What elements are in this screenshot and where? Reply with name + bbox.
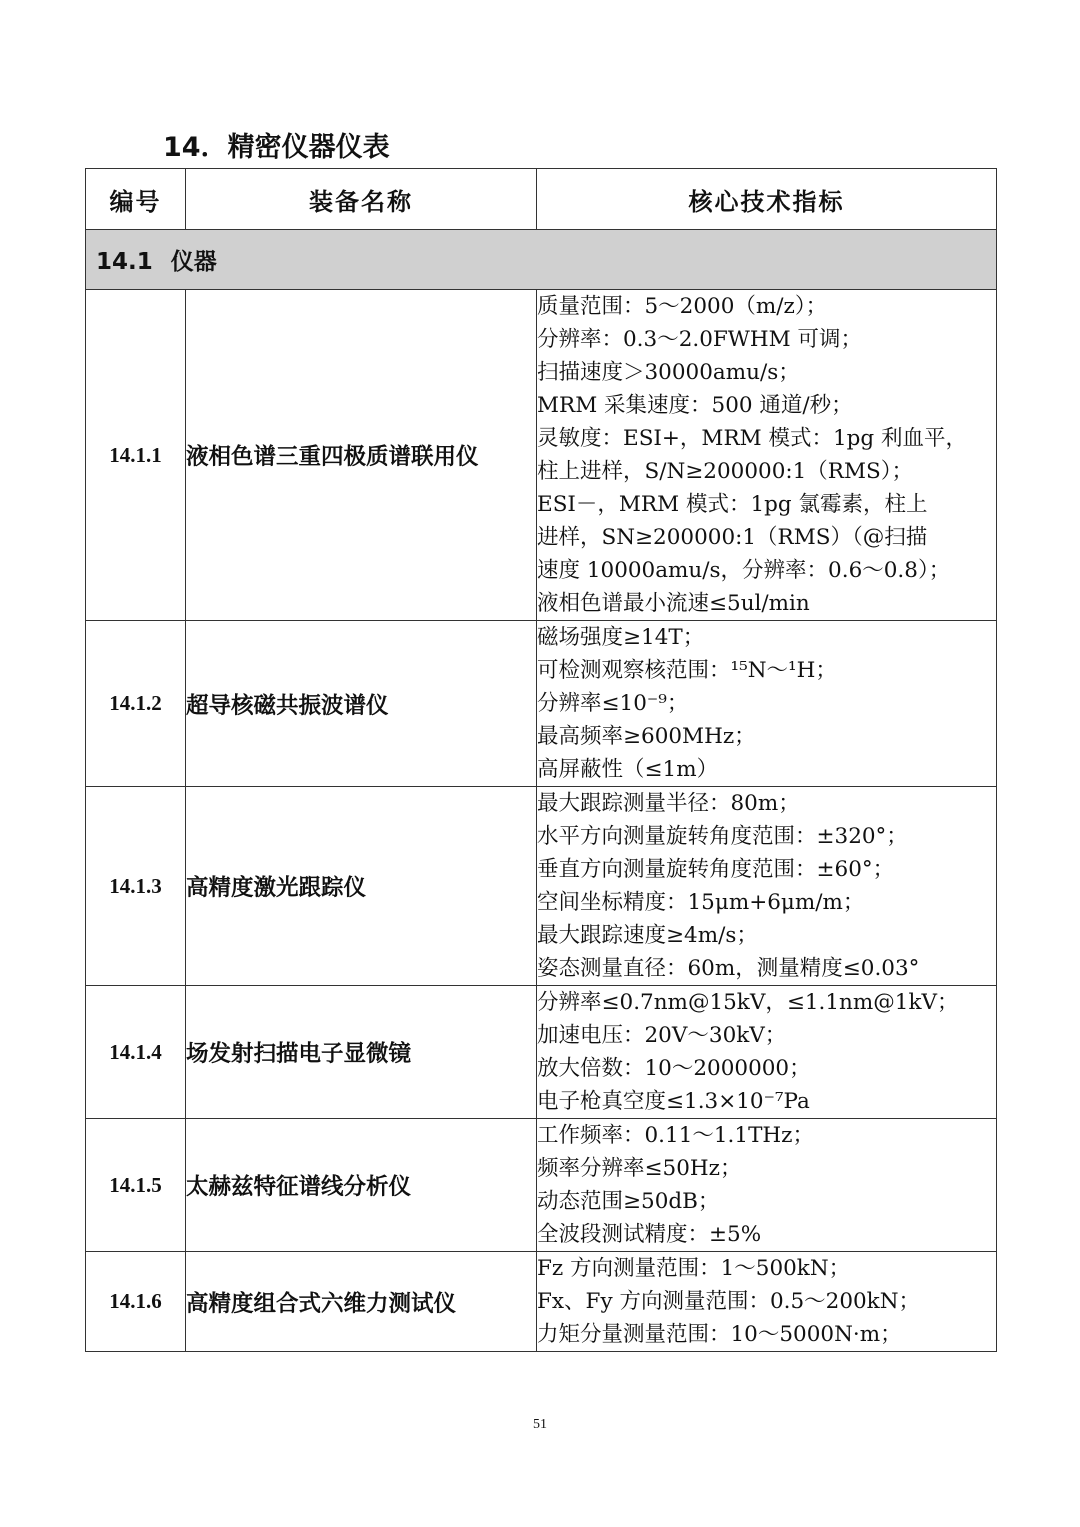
spec-line: 工作频率：0.11～1.1THz； [537, 1123, 814, 1148]
spec-line: 全波段测试精度：±5% [537, 1222, 762, 1247]
spec-line: 扫描速度＞30000amu/s； [537, 360, 800, 385]
equipment-spec-table [85, 168, 997, 1352]
section-title-text: 精密仪器仪表 [227, 132, 390, 163]
spec-line: 加速电压：20V～30kV； [537, 1023, 787, 1048]
spec-line: 姿态测量直径：60m，测量精度≤0.03° [537, 956, 920, 981]
spec-line: 水平方向测量旋转角度范围：±320°； [537, 824, 908, 849]
subsection-row [86, 230, 997, 290]
spec-line: 液相色谱最小流速≤5ul/min [537, 591, 810, 616]
spec-line: 速度 10000amu/s，分辨率：0.6～0.8）； [537, 558, 951, 583]
spec-line: 最大跟踪速度≥4m/s； [537, 923, 758, 948]
equipment-id: 14.1.2 [86, 621, 186, 787]
spec-line: 质量范围：5～2000（m/z）； [537, 294, 828, 319]
spec-line: 动态范围≥50dB； [537, 1189, 720, 1214]
header-core-specs: 核心技术指标 [537, 169, 997, 230]
spec-line: 力矩分量测量范围：10～5000N·m； [537, 1322, 902, 1347]
spec-line: 分辨率：0.3～2.0FWHM 可调； [537, 327, 862, 352]
header-id: 编号 [86, 169, 186, 230]
spec-line: 分辨率≤10⁻⁹； [537, 691, 689, 716]
core-specs [537, 290, 997, 621]
table-row [86, 290, 997, 621]
core-specs [537, 1252, 997, 1352]
spec-line: 柱上进样，S/N≥200000:1（RMS）； [537, 459, 913, 484]
spec-line: 频率分辨率≤50Hz； [537, 1156, 742, 1181]
table-row [86, 621, 997, 787]
spec-line: ESI－，MRM 模式：1pg 氯霉素，柱上 [537, 492, 928, 517]
spec-line: 进样，SN≥200000:1（RMS）（@扫描 [537, 525, 928, 550]
table-row [86, 787, 997, 986]
spec-line: MRM 采集速度：500 通道/秒； [537, 393, 853, 418]
spec-line: 空间坐标精度：15μm+6μm/m； [537, 890, 865, 915]
equipment-name: 太赫兹特征谱线分析仪 [186, 1119, 537, 1252]
equipment-name: 超导核磁共振波谱仪 [186, 621, 537, 787]
spec-line: 可检测观察核范围：¹⁵N～¹H； [537, 658, 837, 683]
spec-line: 最大跟踪测量半径：80m； [537, 791, 800, 816]
equipment-name: 液相色谱三重四极质谱联用仪 [186, 290, 537, 621]
table-row [86, 1252, 997, 1352]
subsection-cell [86, 230, 997, 290]
core-specs [537, 986, 997, 1119]
section-number: 14． [163, 132, 228, 163]
equipment-id: 14.1.6 [86, 1252, 186, 1352]
subsection-number: 14.1 [96, 249, 153, 275]
spec-line: 放大倍数：10～2000000； [537, 1056, 811, 1081]
core-specs [537, 787, 997, 986]
equipment-name: 高精度激光跟踪仪 [186, 787, 537, 986]
spec-line: 最高频率≥600MHz； [537, 724, 756, 749]
section-title [163, 128, 390, 168]
equipment-name: 高精度组合式六维力测试仪 [186, 1252, 537, 1352]
core-specs [537, 621, 997, 787]
equipment-id: 14.1.3 [86, 787, 186, 986]
spec-line: 磁场强度≥14T； [537, 625, 705, 650]
subsection-title: 仪器 [170, 249, 217, 275]
spec-line: 电子枪真空度≤1.3×10⁻⁷Pa [537, 1089, 810, 1114]
table-row [86, 986, 997, 1119]
table-row [86, 1119, 997, 1252]
equipment-id: 14.1.5 [86, 1119, 186, 1252]
page-number: 51 [533, 1417, 547, 1432]
equipment-id: 14.1.4 [86, 986, 186, 1119]
spec-line: 分辨率≤0.7nm@15kV，≤1.1nm@1kV； [537, 990, 959, 1015]
core-specs [537, 1119, 997, 1252]
spec-line: Fx、Fy 方向测量范围：0.5～200kN； [537, 1289, 921, 1314]
table-header-row [86, 169, 997, 230]
spec-line: 高屏蔽性（≤1m） [537, 757, 719, 782]
equipment-id: 14.1.1 [86, 290, 186, 621]
spec-line: 灵敏度：ESI+，MRM 模式：1pg 利血平， [537, 426, 968, 451]
spec-line: 垂直方向测量旋转角度范围：±60°； [537, 857, 895, 882]
equipment-name: 场发射扫描电子显微镜 [186, 986, 537, 1119]
spec-line: Fz 方向测量范围：1～500kN； [537, 1256, 851, 1281]
header-equipment-name: 装备名称 [186, 169, 537, 230]
